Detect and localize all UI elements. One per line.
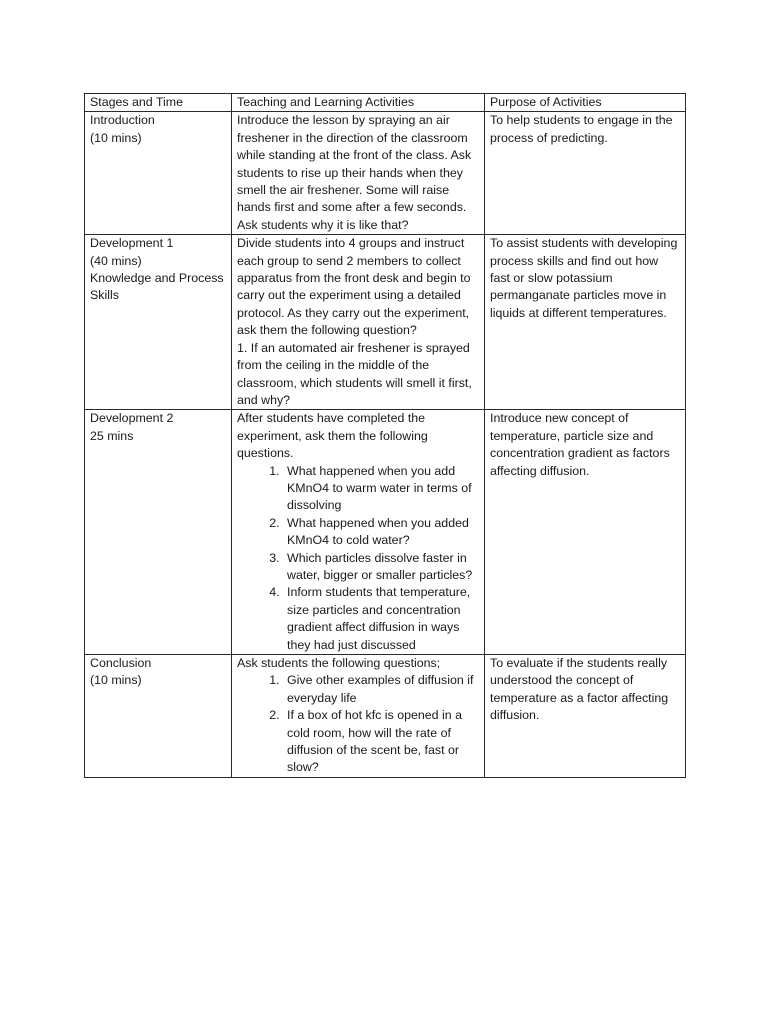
table-row-introduction bbox=[85, 112, 686, 235]
header-activities: Teaching and Learning Activities bbox=[232, 94, 485, 112]
activity-cell bbox=[232, 655, 485, 778]
question-list bbox=[237, 672, 479, 776]
stage-cell bbox=[85, 410, 232, 655]
stage-name: Conclusion bbox=[90, 656, 152, 670]
stage-name: Development 1 bbox=[90, 236, 174, 251]
list-item: 4. Inform students that temperature, size particles and concentration gradient affect diffusion in ways they had just discussed bbox=[283, 584, 479, 654]
list-item: 1. What happened when you add KMnO4 to warm water in terms of dissolving bbox=[283, 463, 479, 515]
lesson-plan-table bbox=[84, 93, 686, 778]
list-item: 3. Which particles dissolve faster in water, bigger or smaller particles? bbox=[283, 550, 479, 585]
table-row-development-1 bbox=[85, 235, 686, 410]
list-item: 1. Give other examples of diffusion if everyday life bbox=[283, 672, 479, 707]
activity-text: Divide students into 4 groups and instruct each group to send 2 members to collect apparatus from the front desk and begin to carry out the experiment using a detailed protocol. As they carry out the experiment, ask them the following question? bbox=[237, 236, 471, 338]
activity-cell bbox=[232, 112, 485, 235]
stage-name: Introduction bbox=[90, 113, 155, 128]
purpose-cell bbox=[485, 410, 686, 655]
stage-cell bbox=[85, 655, 232, 778]
stage-cell bbox=[85, 112, 232, 235]
activity-text: Introduce the lesson by spraying an air freshener in the direction of the classroom while standing at the front of the class. Ask students to rise up their hands when they smell the air freshener. Some will raise hands first and some after a few seconds. Ask students why it is like that? bbox=[237, 113, 472, 232]
activity-text: After students have completed the experiment, ask them the following questions. bbox=[237, 411, 428, 461]
header-purpose: Purpose of Activities bbox=[485, 94, 686, 112]
purpose-text: To assist students with developing process skills and find out how fast or slow potassium permanganate particles move in liquids at different temperatures. bbox=[490, 236, 678, 320]
activity-text: Ask students the following questions; bbox=[237, 656, 441, 670]
activity-question: 1. If an automated air freshener is sprayed from the ceiling in the middle of the classroom, which students will smell it first, and why? bbox=[237, 340, 472, 407]
stage-cell bbox=[85, 235, 232, 410]
question-list bbox=[237, 463, 479, 654]
purpose-cell bbox=[485, 655, 686, 778]
stage-focus: Knowledge and Process Skills bbox=[90, 271, 224, 303]
purpose-text: Introduce new concept of temperature, particle size and concentration gradient as factors affecting diffusion. bbox=[490, 411, 670, 478]
stage-time: (40 mins) bbox=[90, 253, 142, 268]
purpose-cell bbox=[485, 235, 686, 410]
activity-cell bbox=[232, 235, 485, 410]
stage-time: 25 mins bbox=[90, 428, 134, 443]
list-item: 2. What happened when you added KMnO4 to cold water? bbox=[283, 515, 479, 550]
table-row-development-2 bbox=[85, 410, 686, 655]
stage-time: (10 mins) bbox=[90, 130, 142, 145]
purpose-text: To evaluate if the students really understood the concept of temperature as a factor affecting diffusion. bbox=[490, 656, 669, 723]
list-item: 2. If a box of hot kfc is opened in a cold room, how will the rate of diffusion of the scent be, fast or slow? bbox=[283, 707, 479, 777]
purpose-text: To help students to engage in the process of predicting. bbox=[490, 113, 673, 145]
table-row-conclusion bbox=[85, 655, 686, 778]
header-stages: Stages and Time bbox=[85, 94, 232, 112]
activity-cell bbox=[232, 410, 485, 655]
header-row bbox=[85, 94, 686, 112]
purpose-cell bbox=[485, 112, 686, 235]
stage-name: Development 2 bbox=[90, 411, 174, 426]
stage-time: (10 mins) bbox=[90, 673, 142, 688]
